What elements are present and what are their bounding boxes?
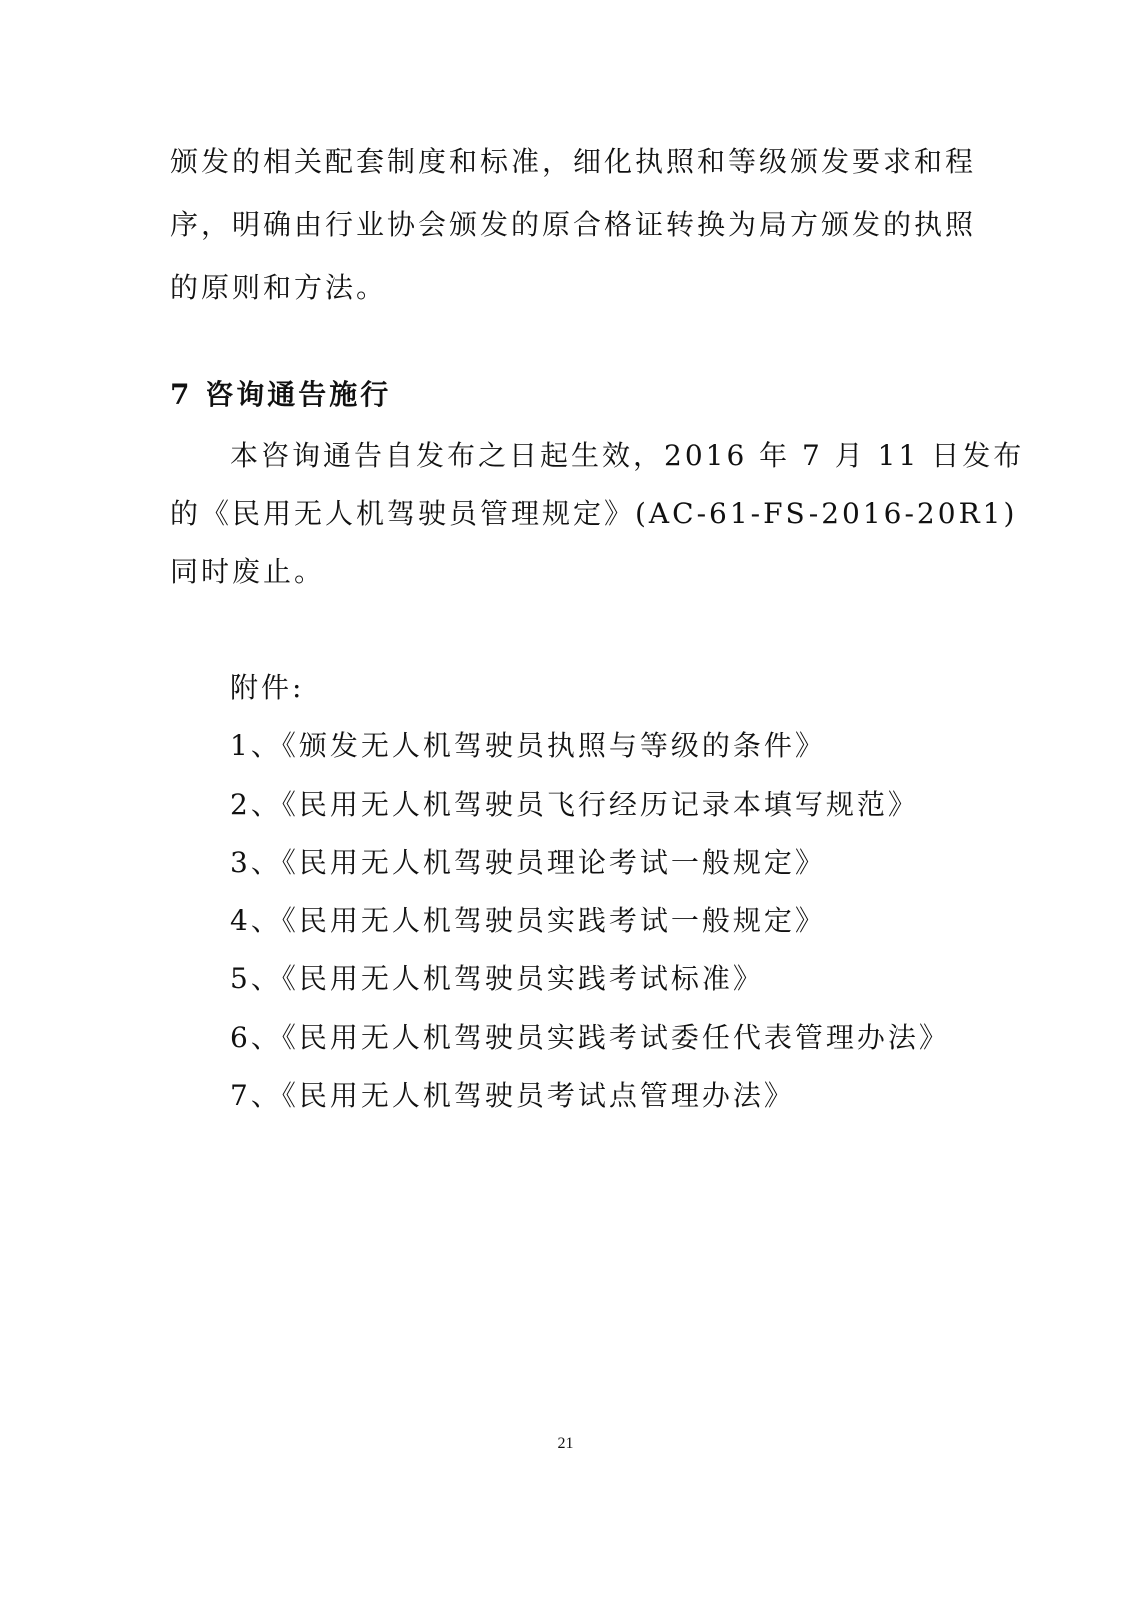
page-number: 21 xyxy=(557,1435,574,1452)
attachment-item: 5、《民用无人机驾驶员实践考试标准》 xyxy=(230,962,764,995)
section-heading: 7 咨询通告施行 xyxy=(170,378,392,411)
section-paragraph-line: 的《民用无人机驾驶员管理规定》(AC-61-FS-2016-20R1) xyxy=(170,497,1018,530)
attachment-item: 4、《民用无人机驾驶员实践考试一般规定》 xyxy=(230,904,826,937)
attachment-item: 1、《颁发无人机驾驶员执照与等级的条件》 xyxy=(230,729,826,762)
attachment-item: 6、《民用无人机驾驶员实践考试委任代表管理办法》 xyxy=(230,1021,950,1054)
attachment-item: 3、《民用无人机驾驶员理论考试一般规定》 xyxy=(230,846,826,879)
attachments-label: 附件: xyxy=(230,671,305,704)
attachment-item: 7、《民用无人机驾驶员考试点管理办法》 xyxy=(230,1079,795,1112)
paragraph-line: 的原则和方法。 xyxy=(170,271,388,304)
attachment-item: 2、《民用无人机驾驶员飞行经历记录本填写规范》 xyxy=(230,788,919,821)
paragraph-line: 序，明确由行业协会颁发的原合格证转换为局方颁发的执照 xyxy=(170,208,977,241)
section-paragraph-line: 同时废止。 xyxy=(170,555,326,588)
paragraph-line: 颁发的相关配套制度和标准，细化执照和等级颁发要求和程 xyxy=(170,145,977,178)
section-paragraph-line: 本咨询通告自发布之日起生效，2016 年 7 月 11 日发布 xyxy=(230,439,1025,472)
